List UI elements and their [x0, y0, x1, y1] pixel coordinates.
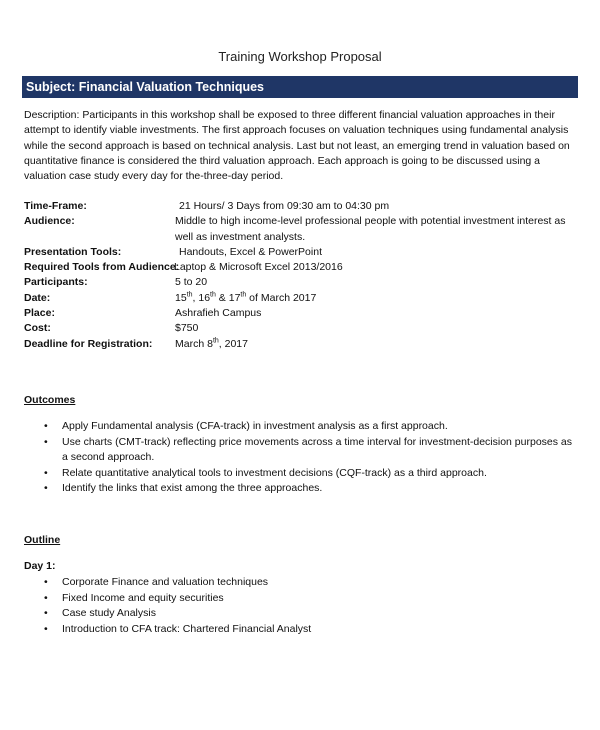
date-value: [175, 291, 580, 306]
bullet-icon: •: [44, 576, 48, 588]
outcomes-heading: Outcomes: [24, 394, 76, 406]
bullet-icon: •: [44, 420, 48, 432]
time-frame-label: Time-Frame:: [24, 200, 87, 212]
outline-heading: Outline: [24, 534, 61, 546]
date-label: Date:: [24, 291, 51, 304]
participants-label: Participants:: [24, 276, 88, 289]
list-item: [24, 466, 580, 482]
day1-heading: Day 1:: [24, 560, 56, 572]
date-sup2: th: [210, 291, 216, 299]
cost-row: [24, 321, 580, 336]
time-frame-row: [24, 199, 580, 214]
presentation-tools-value: Handouts, Excel & PowerPoint: [179, 245, 322, 258]
date-sep1: , 16: [192, 291, 211, 304]
outcomes-list: [24, 419, 580, 497]
bullet-icon: •: [44, 482, 48, 494]
deadline-value: [175, 337, 580, 352]
participants-value: 5 to 20: [175, 276, 208, 289]
outline-text: Introduction to CFA track: Chartered Financial Analyst: [62, 622, 312, 635]
date-day1: 15: [175, 291, 187, 304]
bullet-icon: •: [44, 435, 48, 448]
required-tools-row: [24, 260, 580, 275]
audience-label: Audience:: [24, 215, 75, 228]
time-frame-value: 21 Hours/ 3 Days from 09:30 am to 04:30 pm: [179, 200, 390, 212]
document-title: Training Workshop Proposal: [218, 49, 382, 64]
workshop-details: [24, 199, 580, 352]
description-paragraph: Description: Participants in this workshop shall be exposed to three different financial valuation approaches in their attempt to identify viable investments. The first approach focuses on valuation techniques using fundamental analysis while the second approach is based on technical analysis. Last but not least, an emerging trend in valuation based on quantitative finance is considered the third valuation approach. Each approach is going to be discussed using a valuation case study every day for the-three-day period.: [24, 109, 570, 183]
date-sup3: th: [240, 291, 247, 299]
date-sep2: & 17: [215, 291, 241, 304]
deadline-sup: th: [212, 337, 219, 345]
outcome-text: Apply Fundamental analysis (CFA-track) in investment analysis as a first approach.: [62, 420, 448, 432]
participants-row: [24, 275, 580, 290]
deadline-label: Deadline for Registration:: [24, 337, 153, 350]
outline-text: Fixed Income and equity securities: [62, 591, 224, 604]
list-item: [24, 481, 580, 497]
outcome-text: Use charts (CMT-track) reflecting price movements across a time interval for investment-decision purposes as a second approach.: [62, 435, 573, 463]
deadline-day: March 8: [175, 337, 213, 350]
outline-text: Case study Analysis: [62, 607, 156, 619]
cost-value: $750: [175, 322, 199, 335]
presentation-tools-row: [24, 245, 580, 260]
presentation-tools-label: Presentation Tools:: [24, 245, 122, 258]
outcome-text: Relate quantitative analytical tools to investment decisions (CQF-track) as a third approach.: [62, 466, 487, 479]
outcome-text: Identify the links that exist among the three approaches.: [62, 482, 323, 494]
list-item: [24, 622, 580, 638]
outline-text: Corporate Finance and valuation techniques: [62, 576, 269, 588]
date-rest: of March 2017: [246, 291, 317, 304]
bullet-icon: •: [44, 591, 48, 604]
list-item: [24, 575, 580, 591]
place-row: [24, 306, 580, 321]
list-item: [24, 591, 580, 607]
place-value: Ashrafieh Campus: [175, 307, 262, 320]
day1-list: [24, 575, 580, 637]
bullet-icon: •: [44, 607, 48, 619]
required-tools-label: Required Tools from Audience:: [24, 261, 180, 274]
bullet-icon: •: [44, 466, 48, 479]
list-item: [24, 606, 580, 622]
audience-value: Middle to high income-level professional people with potential investment interest as well as investment analysts.: [175, 215, 566, 243]
date-row: [24, 291, 580, 306]
date-sup1: th: [186, 291, 193, 299]
audience-row: [24, 214, 580, 245]
required-tools-value: Laptop & Microsoft Excel 2013/2016: [174, 261, 343, 274]
subject-banner: Subject: Financial Valuation Techniques: [22, 76, 578, 98]
list-item: [24, 435, 580, 466]
deadline-rest: , 2017: [218, 337, 248, 350]
place-label: Place:: [24, 307, 55, 320]
deadline-row: [24, 337, 580, 352]
cost-label: Cost:: [24, 322, 51, 335]
list-item: [24, 419, 580, 435]
bullet-icon: •: [44, 622, 48, 635]
